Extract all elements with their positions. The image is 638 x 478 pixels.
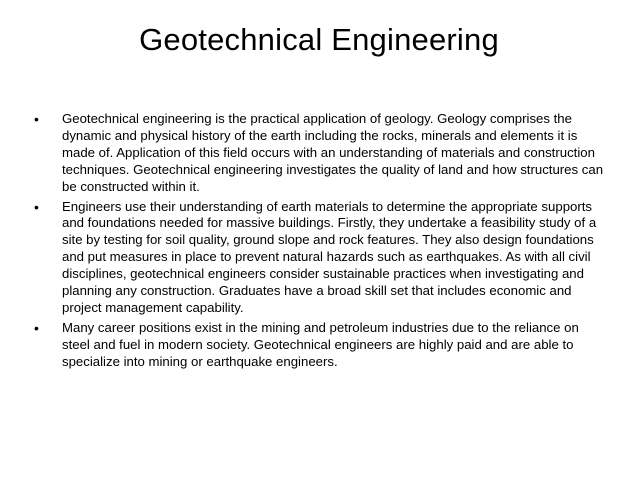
bullet-text: Engineers use their understanding of earth materials to determine the appropriate supports and foundations needed for massive buildings. Firstly, they undertake a feasibility study of a site by testing for soil quality, ground slope and rock features. They also design foundations and put measures in place to prevent natural hazards such as earthquakes. As with all civil disciplines, geotechnical engineers consider sustainable practices when investigating and planning any construction. Graduates have a broad skill set that includes economic and project management capability.	[62, 198, 597, 315]
bullet-item	[34, 320, 608, 371]
bullet-list	[34, 111, 608, 374]
bullet-icon: •	[34, 111, 39, 127]
bullet-icon: •	[34, 319, 39, 336]
bullet-text: Many career positions exist in the mining and petroleum industries due to the reliance on steel and fuel in modern society. Geotechnical engineers are highly paid and are able to specialize into mining or earthquake engineers.	[62, 319, 579, 369]
bullet-text: Geotechnical engineering is the practical application of geology. Geology comprises the dynamic and physical history of the earth including the rocks, minerals and elements it is made of. Application of this field occurs with an understanding of materials and construction techniques. Geotechnical engineering investigates the quality of land and how structures can be constructed within it.	[62, 111, 604, 194]
bullet-item	[34, 111, 608, 196]
bullet-icon: •	[34, 198, 39, 215]
slide-title: Geotechnical Engineering	[139, 22, 499, 57]
bullet-item	[34, 199, 608, 317]
